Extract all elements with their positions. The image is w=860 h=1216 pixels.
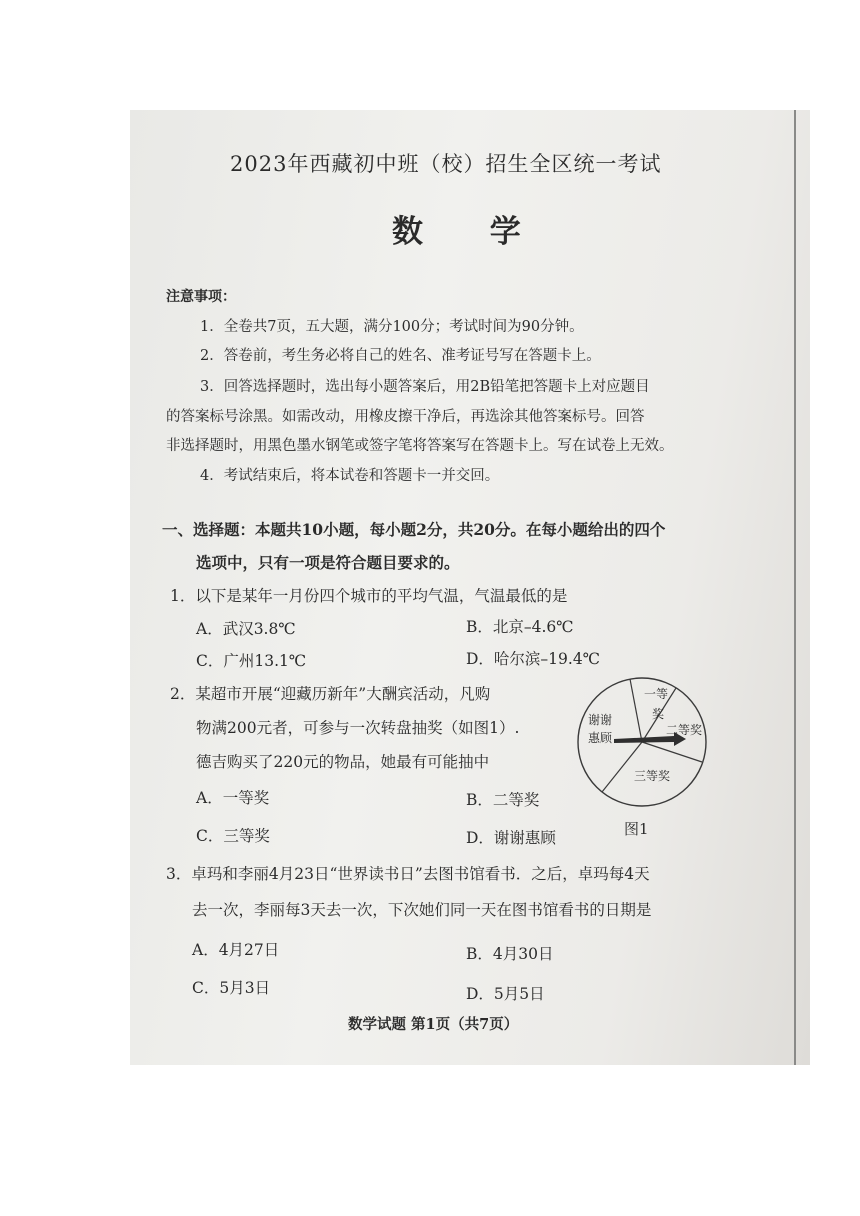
question-3-option-a: A．4月27日 [192, 941, 280, 959]
wheel-label-third: 三等奖 [634, 769, 671, 783]
question-3-option-c: C．5月3日 [192, 979, 271, 997]
notice-heading: 注意事项： [166, 289, 236, 305]
notice-line-3: 3．回答选择题时，选出每小题答案后，用2B铅笔把答题卡上对应题目 [200, 379, 650, 395]
wheel-divider-3 [642, 742, 702, 762]
question-1-option-c: C．广州13.1℃ [196, 652, 307, 670]
notice-line-4: 的答案标号涂黑。如需改动，用橡皮擦干净后，再选涂其他答案标号。回答 [166, 409, 645, 425]
figure-caption: 图1 [624, 820, 649, 838]
section-1-heading: 一、选择题：本题共10小题，每小题2分，共20分。在每小题给出的四个 [162, 520, 666, 539]
question-3-option-b: B．4月30日 [466, 945, 554, 963]
question-1-option-d: D．哈尔滨–19.4℃ [466, 650, 601, 668]
question-2-option-d: D．谢谢惠顾 [466, 829, 556, 847]
question-2-stem-3: 德吉购买了220元的物品，她最有可能抽中 [196, 753, 490, 771]
notice-line-2: 2．答卷前，考生务必将自己的姓名、准考证号写在答题卡上。 [200, 348, 601, 364]
section-1-heading-cont: 选项中，只有一项是符合题目要求的。 [196, 553, 460, 572]
question-2-stem-1: 2．某超市开展“迎藏历新年”大酬宾活动，凡购 [170, 685, 491, 703]
wheel-label-first-bottom: 奖 [652, 707, 665, 721]
question-1-option-b: B．北京–4.6℃ [466, 618, 574, 636]
notice-line-1: 1．全卷共7页，五大题，满分100分；考试时间为90分钟。 [200, 319, 584, 335]
question-2-stem-2: 物满200元者，可参与一次转盘抽奖（如图1）. [196, 719, 520, 737]
page-edge-shadow [794, 110, 796, 1065]
prize-wheel-figure [574, 674, 720, 840]
notice-line-5: 非选择题时，用黑色墨水钢笔或签字笔将答案写在答题卡上。写在试卷上无效。 [166, 438, 674, 454]
question-3-stem-1: 3．卓玛和李丽4月23日“世界读书日”去图书馆看书．之后，卓玛每4天 [166, 865, 650, 883]
question-2-option-b: B．二等奖 [466, 791, 540, 809]
question-1-stem: 1．以下是某年一月份四个城市的平均气温，气温最低的是 [170, 587, 568, 605]
exam-title: 2023年西藏初中班（校）招生全区统一考试 [230, 152, 662, 176]
wheel-label-first-top: 一等 [644, 687, 669, 701]
exam-paper-photo [130, 110, 810, 1065]
question-2-option-a: A．一等奖 [196, 789, 270, 807]
page-footer: 数学试题 第1页（共7页） [348, 1016, 519, 1033]
question-3-stem-2: 去一次，李丽每3天去一次，下次她们同一天在图书馆看书的日期是 [192, 901, 652, 919]
question-2-option-c: C．三等奖 [196, 827, 270, 845]
notice-line-6: 4．考试结束后，将本试卷和答题卡一并交回。 [200, 468, 500, 484]
question-3-option-d: D．5月5日 [466, 985, 545, 1003]
subject-title: 数 学 [392, 214, 549, 250]
wheel-divider-4 [602, 742, 642, 792]
question-1-option-a: A．武汉3.8℃ [196, 620, 296, 638]
wheel-divider-1 [630, 679, 642, 742]
wheel-label-second: 二等奖 [666, 723, 703, 737]
wheel-label-thanks-top: 谢谢 [588, 713, 613, 727]
wheel-label-thanks-bottom: 惠顾 [588, 731, 613, 745]
